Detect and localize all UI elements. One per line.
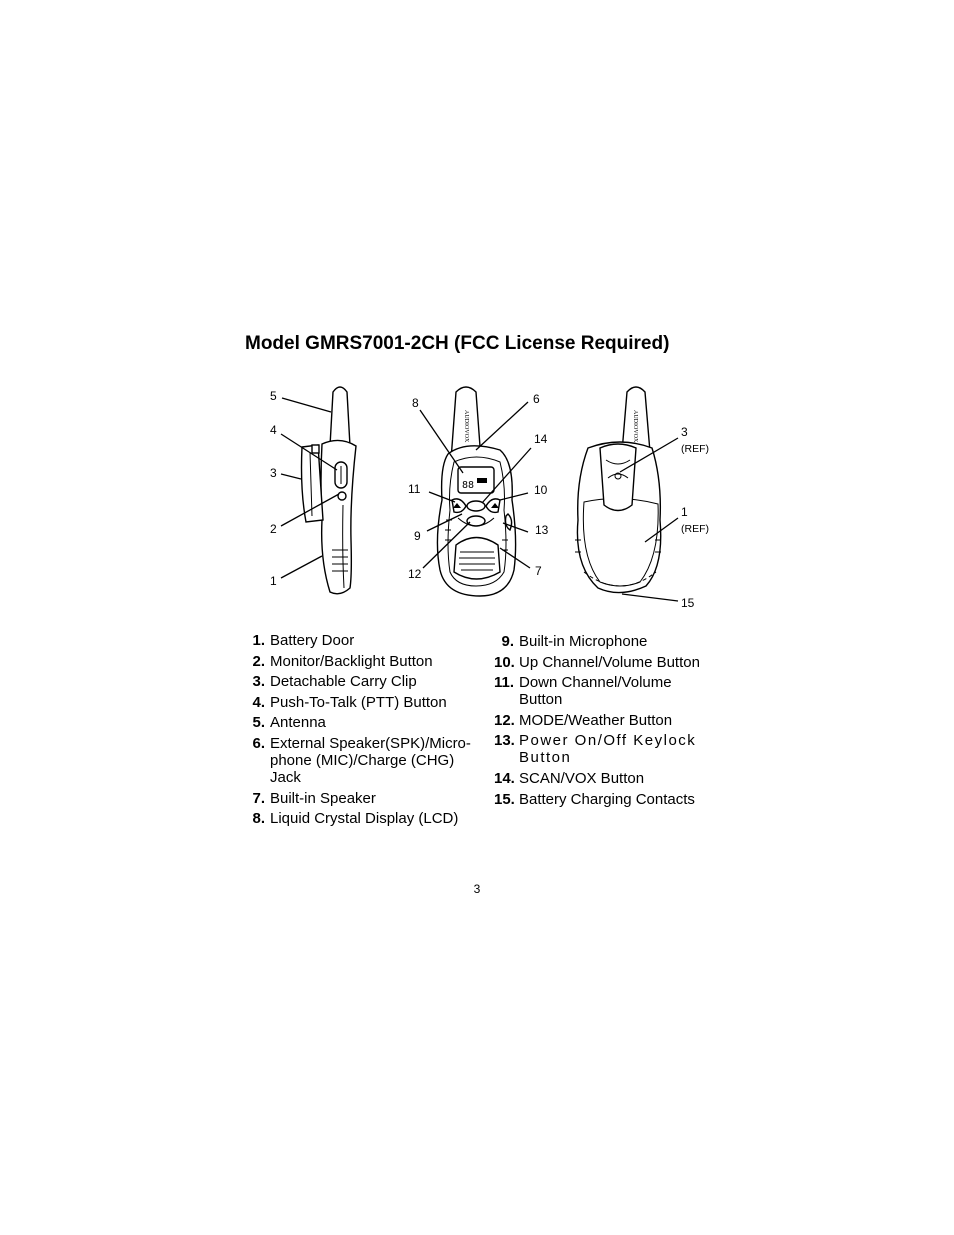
radio-diagram — [0, 380, 954, 620]
callout-ref-1-ref: (REF) — [681, 523, 709, 535]
item-label: Battery Charging Contacts — [519, 790, 695, 808]
callout-12: 12 — [408, 567, 422, 581]
item-number: 15. — [494, 790, 515, 808]
callout-7: 7 — [535, 564, 542, 578]
item-number: 13. — [494, 732, 515, 750]
list-item — [494, 633, 710, 650]
back-view-radio — [575, 387, 661, 593]
list-item — [494, 791, 710, 808]
item-label: Push-To-Talk (PTT) Button — [270, 693, 447, 711]
item-label: Detachable Carry Clip — [270, 673, 417, 691]
list-item — [250, 735, 480, 786]
item-number: 4. — [252, 693, 265, 711]
callout-ref-3-ref: (REF) — [681, 443, 709, 455]
item-number: 14. — [494, 769, 515, 787]
back-brand-text: AUDIOVOX — [632, 410, 638, 443]
list-item — [250, 694, 480, 711]
list-item — [250, 790, 480, 807]
item-label: SCAN/VOX Button — [519, 769, 645, 787]
item-label: Up Channel/Volume Button — [519, 653, 700, 671]
item-label: Battery Door — [270, 632, 355, 649]
item-number: 5. — [252, 714, 265, 732]
list-item — [494, 732, 710, 766]
item-number: 9. — [501, 633, 514, 650]
lcd-segments: 88 — [462, 480, 475, 491]
list-item — [494, 674, 710, 708]
item-label: Built-in Speaker — [270, 789, 376, 807]
item-number: 10. — [494, 653, 515, 671]
callout-3: 3 — [270, 466, 277, 480]
callout-9: 9 — [414, 529, 421, 543]
item-number: 11. — [494, 674, 515, 692]
callout-15: 15 — [681, 596, 695, 610]
callout-8: 8 — [412, 396, 419, 410]
list-item — [494, 654, 710, 671]
callout-11: 11 — [408, 482, 421, 496]
item-number: 6. — [252, 734, 265, 752]
parts-list-left — [250, 632, 480, 831]
item-number: 3. — [252, 673, 265, 691]
list-item — [250, 810, 480, 827]
page-number: 3 — [473, 882, 481, 896]
callout-ref-1: 1 — [681, 505, 688, 519]
callout-14: 14 — [534, 432, 548, 446]
item-label: Liquid Crystal Display (LCD) — [270, 810, 459, 828]
item-label: Built-in Microphone — [519, 633, 648, 650]
item-number: 2. — [252, 652, 265, 670]
callout-1: 1 — [270, 574, 277, 588]
front-brand-text: AUDIOVOX — [463, 410, 469, 443]
item-label: MODE/Weather Button — [519, 711, 673, 729]
item-number: 8. — [252, 810, 265, 828]
parts-list-right — [494, 633, 710, 811]
item-label: Down Channel/Volume Button — [519, 674, 672, 709]
page-title: Model GMRS7001-2CH (FCC License Required) — [245, 333, 670, 354]
callout-ref-3: 3 — [681, 425, 688, 439]
item-label: Power On/Off Keylock Button — [519, 732, 697, 767]
list-item — [250, 673, 480, 690]
item-number: 12. — [494, 711, 515, 729]
callout-10: 10 — [534, 483, 548, 497]
list-item — [494, 770, 710, 787]
list-item — [494, 712, 710, 729]
item-label: Antenna — [270, 714, 326, 732]
item-label: External Speaker(SPK)/Micro-phone (MIC)/Charge (CHG) Jack — [270, 734, 471, 786]
list-item — [250, 632, 480, 649]
callout-13: 13 — [535, 523, 549, 537]
item-number: 1. — [252, 632, 265, 649]
item-number: 7. — [252, 789, 265, 807]
list-item — [250, 653, 480, 670]
item-label: Monitor/Backlight Button — [270, 652, 433, 670]
front-view-radio — [437, 387, 515, 596]
callout-4: 4 — [270, 423, 277, 437]
callout-6: 6 — [533, 392, 540, 406]
callout-5: 5 — [270, 389, 277, 403]
list-item — [250, 714, 480, 731]
callout-2: 2 — [270, 522, 277, 536]
